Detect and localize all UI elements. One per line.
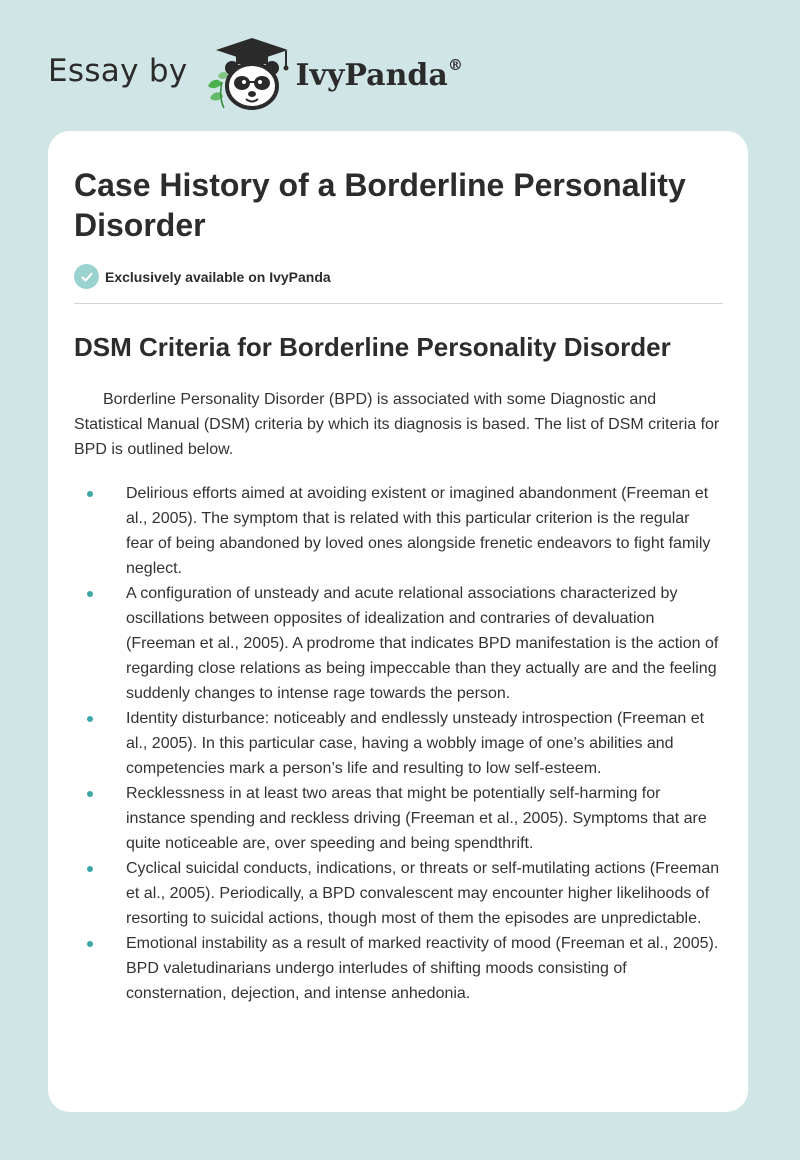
list-item <box>74 581 720 706</box>
list-item-text: Emotional instability as a result of marked reactivity of mood (Freeman et al., 2005). BPD valetudinarians undergo interludes of shifting moods consisting of consternation, dejection, and intense anhedonia. <box>126 935 719 1002</box>
list-item <box>74 781 720 856</box>
brand-header <box>48 34 463 114</box>
panda-logo-icon <box>202 36 292 112</box>
brand-prefix: Essay by <box>48 53 188 89</box>
page-title: Case History of a Borderline Personality Disorder <box>74 167 686 243</box>
list-item-text: Cyclical suicidal conducts, indications, or threats or self-mutilating actions (Freeman et al., 2005). Periodically, a BPD convalescent may encounter higher likelihoods of resorting to suicidal actions, though most of them the episodes are unpredictable. <box>126 860 720 927</box>
list-item-text: Identity disturbance: noticeably and endlessly unsteady introspection (Freeman et al., 2005). In this particular case, having a wobbly image of one’s abilities and competencies mark a person’s life and resulting to low self-esteem. <box>126 710 705 777</box>
check-circle-icon <box>74 264 99 289</box>
brand-name: IvyPanda® <box>295 55 463 93</box>
bullet-icon <box>87 941 93 947</box>
list-item <box>74 481 720 581</box>
exclusive-badge <box>74 264 722 289</box>
bullet-icon <box>87 591 93 597</box>
bullet-icon <box>87 491 93 497</box>
list-item-text: Delirious efforts aimed at avoiding existent or imagined abandonment (Freeman et al., 2005). The symptom that is related with this particular criterion is the regular fear of being abandoned by loved ones alongside frenetic endeavors to fight family neglect. <box>126 485 711 577</box>
list-item-text: A configuration of unsteady and acute relational associations characterized by oscillations between opposites of idealization and contraries of devaluation (Freeman et al., 2005). A prodrome that indicates BPD manifestation is the action of regarding close relations as being impeccable than they actually are and the feeling suddenly changes to intense rage towards the person. <box>126 585 719 702</box>
criteria-list <box>74 481 722 1006</box>
section-heading: DSM Criteria for Borderline Personality Disorder <box>74 332 671 362</box>
list-item <box>74 931 720 1006</box>
badge-label: Exclusively available on IvyPanda <box>105 268 331 285</box>
divider <box>74 303 723 304</box>
list-item <box>74 856 720 931</box>
bullet-icon <box>87 866 93 872</box>
bullet-icon <box>87 791 93 797</box>
list-item-text: Recklessness in at least two areas that might be potentially self-harming for instance spending and reckless driving (Freeman et al., 2005). Symptoms that are quite noticeable are, over speeding and being spendthrift. <box>126 785 707 852</box>
intro-paragraph: Borderline Personality Disorder (BPD) is associated with some Diagnostic and Statistical Manual (DSM) criteria by which its diagnosis is based. The list of DSM criteria for BPD is outlined below. <box>74 391 720 458</box>
list-item <box>74 706 720 781</box>
bullet-icon <box>87 716 93 722</box>
essay-card <box>48 131 748 1112</box>
